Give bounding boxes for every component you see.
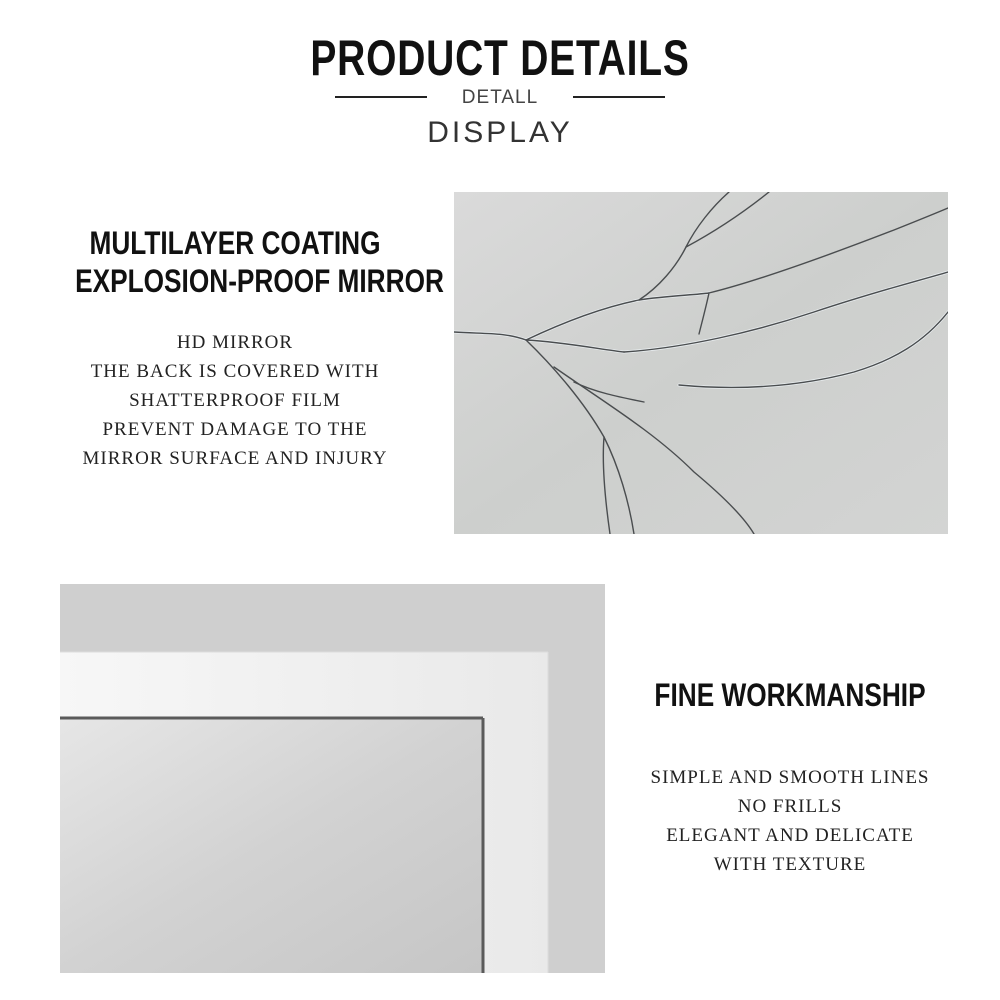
coating-section-title [75,224,444,300]
coating-desc-line: THE BACK IS COVERED WITH [90,361,380,382]
coating-title-line-2: EXPLOSION-PROOF MIRROR [75,263,444,299]
page-subtitle: DETALL [461,87,539,108]
workmanship-section-description [590,763,990,879]
coating-title-line-1: MULTILAYER COATING [89,225,381,261]
coating-desc-line: HD MIRROR [176,332,294,353]
workmanship-desc-line: NO FRILLS [737,796,843,817]
workmanship-desc-line: SIMPLE AND SMOOTH LINES [650,767,930,788]
workmanship-section-title: FINE WORKMANSHIP [654,677,926,713]
coating-desc-line: PREVENT DAMAGE TO THE [102,419,368,440]
page-subtitle-display: DISPLAY [427,116,573,149]
coating-section-description [40,328,430,473]
workmanship-desc-line: WITH TEXTURE [713,854,867,875]
coating-desc-line: MIRROR SURFACE AND INJURY [82,448,388,469]
white-frame-corner-photo [60,584,605,973]
cracked-mirror-photo [454,192,948,534]
coating-desc-line: SHATTERPROOF FILM [129,390,341,411]
workmanship-desc-line: ELEGANT AND DELICATE [666,825,914,846]
page-title: PRODUCT DETAILS [310,30,690,86]
